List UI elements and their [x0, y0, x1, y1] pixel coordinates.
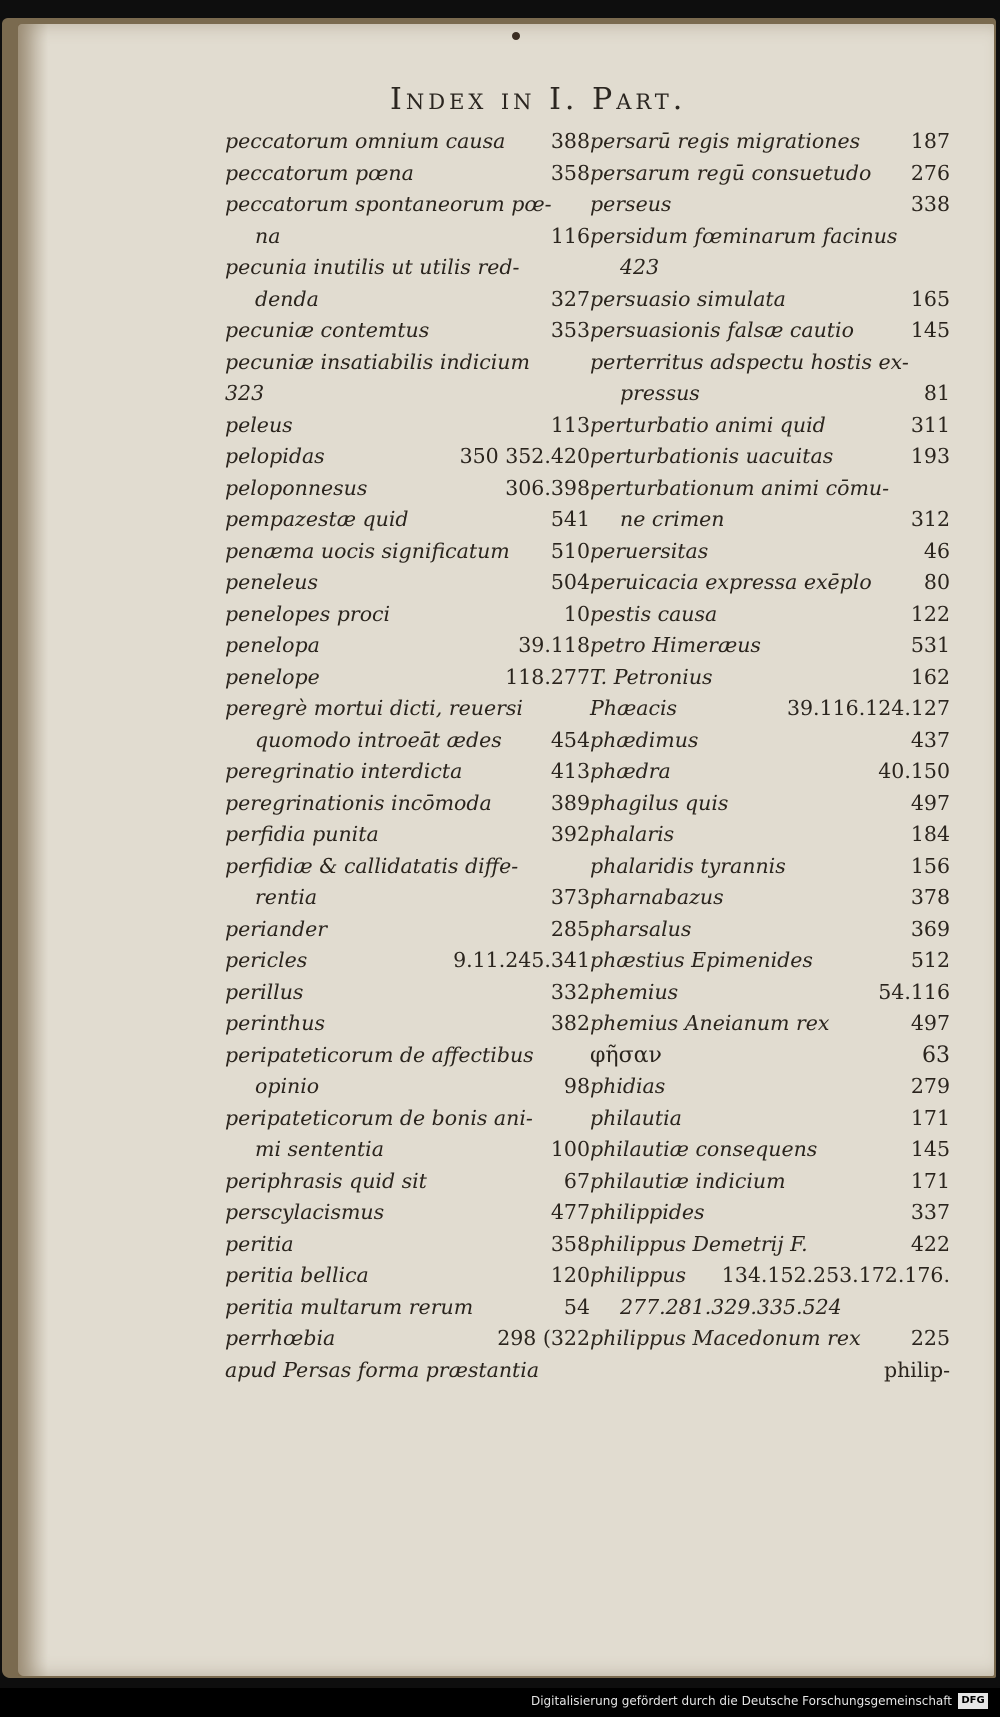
index-page-ref: 306.398 — [505, 475, 590, 500]
index-page-ref: 100 — [550, 1137, 590, 1161]
index-column-left — [225, 126, 590, 1386]
index-term: denda — [255, 286, 319, 311]
index-page-ref: 171 — [910, 1168, 950, 1193]
index-term: peccatorum pœna — [225, 160, 414, 185]
index-page-ref: 285 — [550, 916, 590, 941]
index-term: penelopes proci — [225, 601, 391, 626]
index-entry — [225, 473, 590, 505]
index-term: peritia bellica — [225, 1263, 369, 1287]
index-term: penæma uocis significatum — [225, 538, 510, 563]
index-entry — [590, 221, 950, 253]
index-entry — [225, 1292, 590, 1324]
index-term: peregrinationis incōmoda — [225, 790, 492, 815]
index-page-ref: 276 — [910, 160, 950, 185]
index-page-ref: 98 — [563, 1074, 590, 1098]
index-term: philautiæ consequens — [590, 1137, 818, 1161]
index-entry — [225, 441, 590, 473]
index-term: philautia — [590, 1105, 682, 1130]
index-page-ref — [944, 221, 950, 253]
index-entry — [225, 882, 590, 914]
index-page-ref: 437 — [910, 727, 950, 752]
index-page-ref: 382 — [550, 1011, 590, 1035]
index-page-ref: 338 — [910, 192, 950, 216]
index-entry — [590, 536, 950, 568]
index-page-ref: 120 — [550, 1263, 590, 1287]
index-term: persidum fœminarum facinus — [590, 223, 898, 248]
index-term: periphrasis quid sit — [225, 1168, 427, 1193]
index-page-ref — [944, 347, 950, 379]
index-entry — [590, 788, 950, 820]
index-entry — [590, 1166, 950, 1198]
index-entry — [590, 315, 950, 347]
index-term: philautiæ indicium — [590, 1168, 786, 1193]
index-entry — [225, 1040, 590, 1072]
index-entry — [590, 725, 950, 757]
index-page-ref: 145 — [910, 318, 950, 342]
index-page-ref: 497 — [910, 1011, 950, 1035]
index-entry — [590, 882, 950, 914]
index-entry — [225, 1008, 590, 1040]
index-entry — [590, 347, 950, 379]
index-term: phagilus quis — [590, 790, 729, 815]
index-page-ref: 422 — [910, 1231, 950, 1256]
index-entry — [590, 819, 950, 851]
index-entry — [225, 788, 590, 820]
index-page-ref: philip- — [883, 1357, 950, 1382]
index-entry — [590, 630, 950, 662]
index-entry — [225, 1071, 590, 1103]
index-page-ref: 378 — [910, 885, 950, 909]
index-page-ref: 54.116 — [878, 979, 950, 1004]
index-page-ref — [944, 252, 950, 284]
index-entry — [225, 1134, 590, 1166]
index-entry — [225, 1197, 590, 1229]
index-page-ref: 413 — [550, 759, 590, 783]
index-entry — [225, 914, 590, 946]
index-page-ref: 392 — [550, 822, 590, 846]
index-page-ref: 358 — [550, 160, 590, 185]
index-term: periander — [225, 916, 328, 941]
index-term: penelopa — [225, 633, 320, 657]
index-entry — [590, 1197, 950, 1229]
index-term: peleus — [225, 412, 293, 437]
index-page-ref: 165 — [910, 286, 950, 311]
index-term: phalaridis tyrannis — [590, 853, 786, 878]
index-page-ref: 46 — [923, 538, 950, 563]
index-entry — [590, 126, 950, 158]
index-entry — [225, 1103, 590, 1135]
index-page-ref: 39.118 — [518, 633, 590, 657]
index-entry — [225, 977, 590, 1009]
index-page-ref: 298 (322 — [497, 1326, 590, 1350]
index-term: peritia multarum rerum — [225, 1294, 474, 1319]
index-page-ref: 373 — [550, 885, 590, 909]
index-entry — [225, 1229, 590, 1261]
index-page-ref: 497 — [910, 790, 950, 815]
index-entry — [590, 1323, 950, 1355]
index-page-ref: 40.150 — [878, 759, 950, 783]
index-term: pressus — [620, 381, 700, 405]
index-page-ref: 184 — [910, 822, 950, 846]
index-entry — [225, 756, 590, 788]
index-term: pecuniæ contemtus — [225, 318, 430, 342]
index-page-ref: 116 — [550, 223, 590, 248]
index-entry — [225, 284, 590, 316]
index-term: phalaris — [590, 822, 675, 846]
index-term: peregrinatio interdicta — [225, 759, 463, 783]
index-entry — [225, 126, 590, 158]
index-page-ref — [944, 1292, 950, 1324]
index-page-ref: 54 — [563, 1294, 590, 1319]
index-term: 323 — [225, 381, 265, 405]
index-page-ref: 187 — [910, 129, 950, 153]
gutter-shadow — [18, 24, 48, 1676]
index-entry — [590, 1355, 950, 1387]
index-page-ref: 353 — [550, 318, 590, 342]
index-term: pempazestæ quid — [225, 507, 409, 531]
index-term: phæstius Epimenides — [590, 948, 813, 972]
footer-credit: Digitalisierung gefördert durch die Deutsche Forschungsgemeinschaft — [530, 1694, 952, 1708]
index-page-ref: 358 — [550, 1231, 590, 1256]
index-entry — [225, 347, 590, 379]
index-term: peccatorum spontaneorum pœ- — [225, 192, 552, 216]
index-entry — [590, 473, 950, 505]
index-entry — [225, 1260, 590, 1292]
index-term: persuasio simulata — [590, 286, 786, 311]
index-term: perfidia punita — [225, 822, 379, 846]
digitization-footer — [0, 1688, 1000, 1717]
index-term: perturbatio animi quid — [590, 412, 826, 437]
index-page-ref: 145 — [910, 1137, 950, 1161]
index-term: perillus — [225, 979, 304, 1004]
index-entry — [225, 504, 590, 536]
index-page-ref: 332 — [550, 979, 590, 1004]
index-term: pelopidas — [225, 444, 325, 468]
index-page-ref: 67 — [563, 1168, 590, 1193]
index-term: pharsalus — [590, 916, 692, 941]
index-page-ref: 389 — [550, 790, 590, 815]
index-entry — [590, 252, 950, 284]
index-term: phemius — [590, 979, 679, 1004]
index-page-ref: 162 — [910, 664, 950, 689]
index-page-ref: 327 — [550, 286, 590, 311]
index-entry — [590, 441, 950, 473]
index-entry — [225, 221, 590, 253]
index-term: na — [255, 223, 281, 248]
index-entry — [590, 1292, 950, 1324]
index-page-ref: 113 — [550, 412, 590, 437]
index-term: phædimus — [590, 727, 699, 752]
index-entry — [590, 1134, 950, 1166]
index-entry — [590, 567, 950, 599]
index-page-ref: 63 — [922, 1042, 950, 1068]
running-head: Index in I. Part. — [390, 82, 687, 117]
index-term: peloponnesus — [225, 475, 368, 500]
index-entry — [590, 378, 950, 410]
index-page-ref: 9.11.245.341 — [453, 948, 590, 972]
index-page-ref: 531 — [910, 633, 950, 657]
index-entry — [590, 189, 950, 221]
index-term: perseus — [590, 192, 672, 216]
index-page-ref: 122 — [910, 601, 950, 626]
index-term: persuasionis falsæ cautio — [590, 318, 854, 342]
index-entry — [225, 158, 590, 190]
index-entry — [225, 315, 590, 347]
index-page-ref: 512 — [910, 948, 950, 972]
index-column-right — [590, 126, 950, 1386]
index-page-ref: 541 — [550, 507, 590, 531]
index-term: perterritus adspectu hostis ex- — [590, 349, 909, 374]
index-entry — [225, 599, 590, 631]
index-page-ref: 225 — [910, 1326, 950, 1350]
index-page-ref: 388 — [550, 129, 590, 153]
index-term: pharnabazus — [590, 885, 724, 909]
index-term: quomodo introeāt ædes — [255, 727, 502, 752]
index-page-ref: 39.116.124.127 — [786, 696, 950, 720]
index-entry — [590, 599, 950, 631]
index-term: opinio — [255, 1074, 320, 1098]
index-term: perinthus — [225, 1011, 325, 1035]
index-entry — [590, 977, 950, 1009]
index-entry — [225, 1323, 590, 1355]
index-entry — [590, 158, 950, 190]
ink-mark — [512, 32, 520, 40]
index-term: perturbationum animi cōmu- — [590, 475, 890, 500]
index-entry — [225, 536, 590, 568]
index-term: petro Himeræus — [590, 633, 761, 657]
index-page-ref: 454 — [550, 727, 590, 752]
index-term: pecunia inutilis ut utilis red- — [225, 255, 520, 279]
index-entry — [590, 1008, 950, 1040]
index-entry — [590, 1040, 950, 1072]
index-term: persarū regis migrationes — [590, 129, 861, 153]
index-entry — [225, 693, 590, 725]
index-term: phædra — [590, 759, 671, 783]
index-page-ref: 80 — [923, 570, 950, 594]
index-page-ref: 510 — [550, 538, 590, 563]
index-term: 423 — [620, 255, 660, 279]
index-entry — [590, 693, 950, 725]
index-entry — [225, 630, 590, 662]
index-term: phemius Aneianum rex — [590, 1011, 830, 1035]
index-page-ref: 350 352.420 — [459, 444, 590, 468]
index-page-ref: 81 — [923, 381, 950, 405]
index-page-ref: 279 — [910, 1074, 950, 1098]
index-entry — [590, 756, 950, 788]
index-term: ne crimen — [620, 507, 725, 531]
index-entry — [590, 284, 950, 316]
index-term: apud Persas forma præstantia — [225, 1357, 540, 1382]
index-term: persarum regū consuetudo — [590, 160, 872, 185]
index-entry — [225, 725, 590, 757]
index-entry — [225, 567, 590, 599]
index-term: perscylacismus — [225, 1200, 385, 1224]
index-entry — [225, 851, 590, 883]
index-term: peripateticorum de affectibus — [225, 1042, 534, 1067]
index-term: peruicacia expressa exēplo — [590, 570, 872, 594]
index-term: philippus Demetrij F. — [590, 1231, 808, 1256]
index-entry — [225, 252, 590, 284]
index-term: philippus Macedonum rex — [590, 1326, 861, 1350]
index-entry — [225, 662, 590, 694]
index-entry — [590, 504, 950, 536]
index-term: peneleus — [225, 570, 319, 594]
index-entry — [225, 819, 590, 851]
index-page-ref — [944, 473, 950, 505]
index-page-ref: 504 — [550, 570, 590, 594]
index-term: pecuniæ insatiabilis indicium — [225, 349, 530, 374]
index-term: penelope — [225, 664, 320, 689]
index-term: rentia — [255, 885, 318, 909]
index-page-ref: 312 — [910, 507, 950, 531]
index-term: peritia — [225, 1231, 294, 1256]
index-term: philippides — [590, 1200, 705, 1224]
index-page-ref: 311 — [910, 412, 950, 437]
index-page-ref: 193 — [910, 444, 950, 468]
index-term: peccatorum omnium causa — [225, 129, 506, 153]
index-page-ref: 134.152.253.172.176. — [721, 1263, 950, 1287]
index-entry — [590, 1229, 950, 1261]
index-term: perturbationis uacuitas — [590, 444, 834, 468]
index-term: phidias — [590, 1074, 666, 1098]
index-page-ref: 477 — [550, 1200, 590, 1224]
index-term: perrhœbia — [225, 1326, 336, 1350]
index-term: peregrè mortui dicti, reuersi — [225, 696, 523, 720]
index-term: philippus — [590, 1263, 686, 1287]
index-entry — [590, 851, 950, 883]
index-term: pestis causa — [590, 601, 718, 626]
index-term: 277.281.329.335.524 — [620, 1294, 842, 1319]
index-entry — [590, 1260, 950, 1292]
index-page-ref: 369 — [910, 916, 950, 941]
index-term: peripateticorum de bonis ani- — [225, 1105, 533, 1130]
index-entry — [590, 410, 950, 442]
index-term: φῆσαν — [590, 1042, 662, 1068]
index-entry — [225, 410, 590, 442]
index-term: peruersitas — [590, 538, 709, 563]
index-entry — [590, 914, 950, 946]
index-term: pericles — [225, 948, 308, 972]
index-term: perfidiæ & callidatatis diffe- — [225, 853, 519, 878]
index-entry — [225, 1355, 590, 1387]
index-entry — [590, 1071, 950, 1103]
index-entry — [590, 1103, 950, 1135]
index-page-ref: 337 — [910, 1200, 950, 1224]
index-page-ref: 156 — [910, 853, 950, 878]
dfg-logo: DFG — [958, 1693, 988, 1709]
index-page-ref: 118.277 — [505, 664, 590, 689]
index-entry — [590, 662, 950, 694]
index-entry — [590, 945, 950, 977]
index-entry — [225, 378, 590, 410]
index-page-ref: 10 — [563, 601, 590, 626]
index-entry — [225, 189, 590, 221]
index-page-ref: 171 — [910, 1105, 950, 1130]
index-term: Phæacis — [590, 696, 678, 720]
index-entry — [225, 945, 590, 977]
index-entry — [225, 1166, 590, 1198]
index-term: mi sententia — [255, 1137, 384, 1161]
index-term: T. Petronius — [590, 664, 713, 689]
